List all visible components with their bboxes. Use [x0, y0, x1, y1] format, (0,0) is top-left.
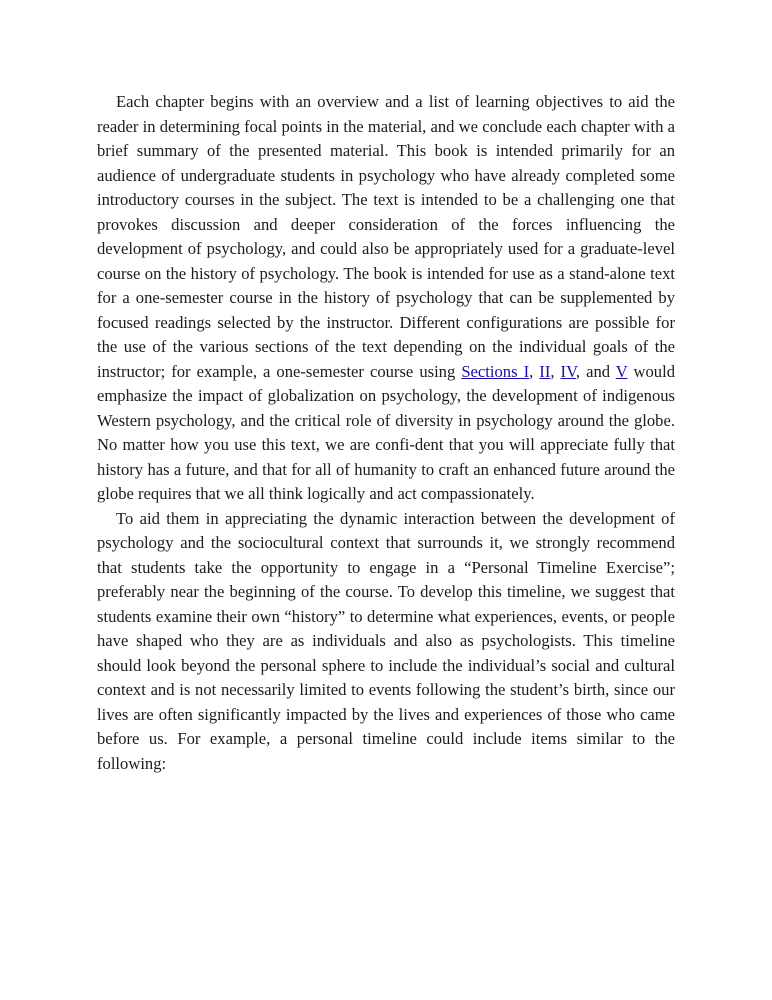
page-body [97, 90, 675, 776]
separator-text: , [550, 361, 561, 381]
paragraph-timeline-exercise: To aid them in appreciating the dynamic interaction between the development of psychology and the sociocultural context that surrounds it, we strongly recommend that students take the opportunity to engage in a “Personal Timeline Exercise”; preferably near the beginning of the course. To develop this timeline, we suggest that students examine their own “history” to determine what experiences, events, or people have shaped who they are as individuals and also as psychologists. This timeline should look beyond the personal sphere to include the individual’s social and cultural context and is not necessarily limited to events following the student’s birth, since our lives are often significantly impacted by the lives and experiences of those who came before us. For example, a personal timeline could include items similar to the following: [97, 508, 675, 773]
paragraph-outro-text: would emphasize the impact of globalization on psychology, the development of indigenous Western psychology, and the critical role of diversity in psychology around the globe. No matter how you use this text, we are confi-dent that you will appreciate fully that history has a future, and that for all of humanity to craft an enhanced future around the globe requires that we all think logically and act compassionately. [97, 361, 676, 503]
link-section-1[interactable]: Sections I [461, 361, 530, 381]
paragraph-course-use [97, 90, 675, 507]
link-section-2[interactable]: II [539, 361, 551, 381]
link-section-4[interactable]: IV [560, 361, 576, 381]
link-section-5[interactable]: V [615, 361, 628, 381]
separator-text: , [529, 361, 540, 381]
separator-text: , and [575, 361, 616, 381]
paragraph-intro-text: Each chapter begins with an overview and a list of learning objectives to aid the reader in determining focal points in the material, and we conclude each chapter with a brief summary of the presented material. This book is intended primarily for an audience of undergraduate students in psychology who have already completed some introductory courses in the subject. The text is intended to be a challenging one that provokes discussion and deeper consideration of the forces influencing the development of psychology, and could also be appropriately used for a graduate-level course on the history of psychology. The book is intended for use as a stand-alone text for a one-semester course in the history of psychology that can be supplemented by focused readings selected by the instructor. Different configurations are possible for the use of the various sections of the text depending on the individual goals of the instructor; for example, a one-semester course using [97, 92, 675, 381]
